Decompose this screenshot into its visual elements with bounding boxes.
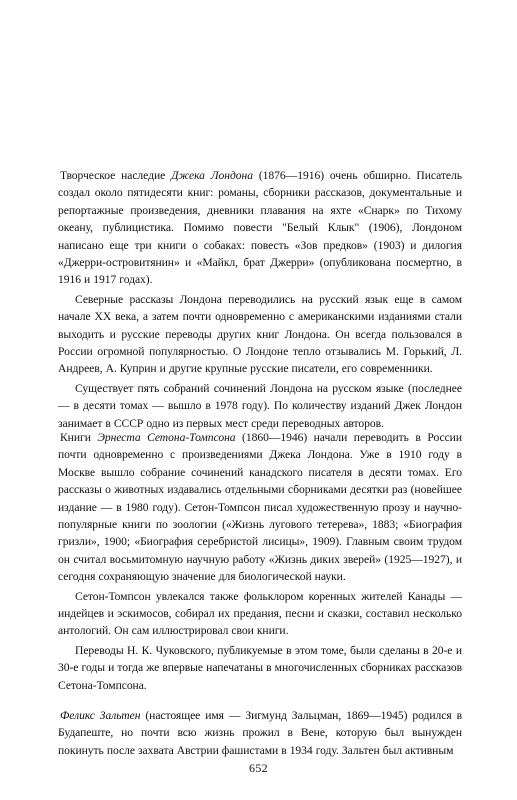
paragraph: Существует пять собраний сочинений Лондона на русском языке (последнее — в десяти томах — вышло в 1978 году). По количеству изданий Джек Лондон занимает в СССР одно из первых мест среди переводных авторов.: [58, 381, 462, 430]
page-number: 652: [249, 761, 268, 775]
paragraph: Северные рассказы Лондона переводились на русский язык еще в самом начале XX века, а затем почти одновременно с американскими изданиями стали выходить и русские переводы других книг Лондона. Он всегда пользовался в России огромной популярностью. О Лондоне тепло отзывались М. Горький, Л. Андреев, А. Куприн и другие крупные русские писатели, его современники.: [58, 292, 462, 376]
felix-salten-commentary: [58, 707, 462, 759]
paragraph: Сетон-Томпсон увлекался также фольклором коренных жителей Канады — индейцев и эскимосов, собирал их предания, песни и сказки, составил несколько антологий. Он сам иллюстрировал свои книги.: [58, 589, 462, 638]
author-name: Джека Лондона: [171, 169, 254, 182]
paragraph-text: (1860—1946) начали переводить в России почти одновременно с произведениями Джека Лондона. Уже в 1910 году в Москве вышло собрание сочинений канадского писателя в десяти томах. Его рассказы о животных издавались отдельными сборниками десятки раз (новейшее издание — в 1980 году). Сетон-Томпсон писал художественную прозу и научно-популярные книги по зоологии («Жизнь лугового тетерева», 1883; «Биография гризли», 1900; «Биография серебристой лисицы», 1909). Главным своим трудом он считал восьмитомную научную работу «Жизнь диких зверей» (1925—1927), и сегодня сохраняющую значение для биологической науки.: [58, 431, 462, 584]
paragraph-text: Творческое наследие: [60, 169, 172, 182]
paragraph: [58, 707, 462, 759]
paragraph-text: (настоящее имя — Зигмунд Зальцман, 1869—1945) родился в Будапеште, но почти всю жизнь прожил в Вене, которую был вынужден покинуть после захвата Австрии фашистами в 1934 году. Зальтен был активным: [58, 709, 462, 757]
paragraph: [58, 429, 462, 586]
author-name: Феликс Зальтен: [60, 709, 141, 722]
paragraph-text: (1876—1916) очень обширно. Писатель создал около пятидесяти книг: романы, сборники рассказов, документальные и репортажные произведения, дневники плавания на яхте «Снарк» по Тихому океану, публицистика. Помимо повести "Белый Клык" (1906), Лондоном написано еще три книги о собаках: повесть «Зов предков» (1903) и дилогия «Джерри-островитянин» и «Майкл, брат Джерри» (опубликована посмертно, в 1916 и 1917 годах).: [58, 169, 462, 287]
jack-london-commentary: [58, 167, 462, 432]
paragraph-text: Книги: [60, 431, 98, 444]
seton-thompson-commentary: [58, 429, 462, 694]
paragraph: [58, 167, 462, 289]
author-name: Эрнеста Сетона-Томпсона: [97, 431, 236, 444]
paragraph: Переводы Н. К. Чуковского, публикуемые в этом томе, были сделаны в 20-е и 30-е годы и тогда же впервые напечатаны в многочисленных сборниках рассказов Сетона-Томпсона.: [58, 643, 462, 692]
